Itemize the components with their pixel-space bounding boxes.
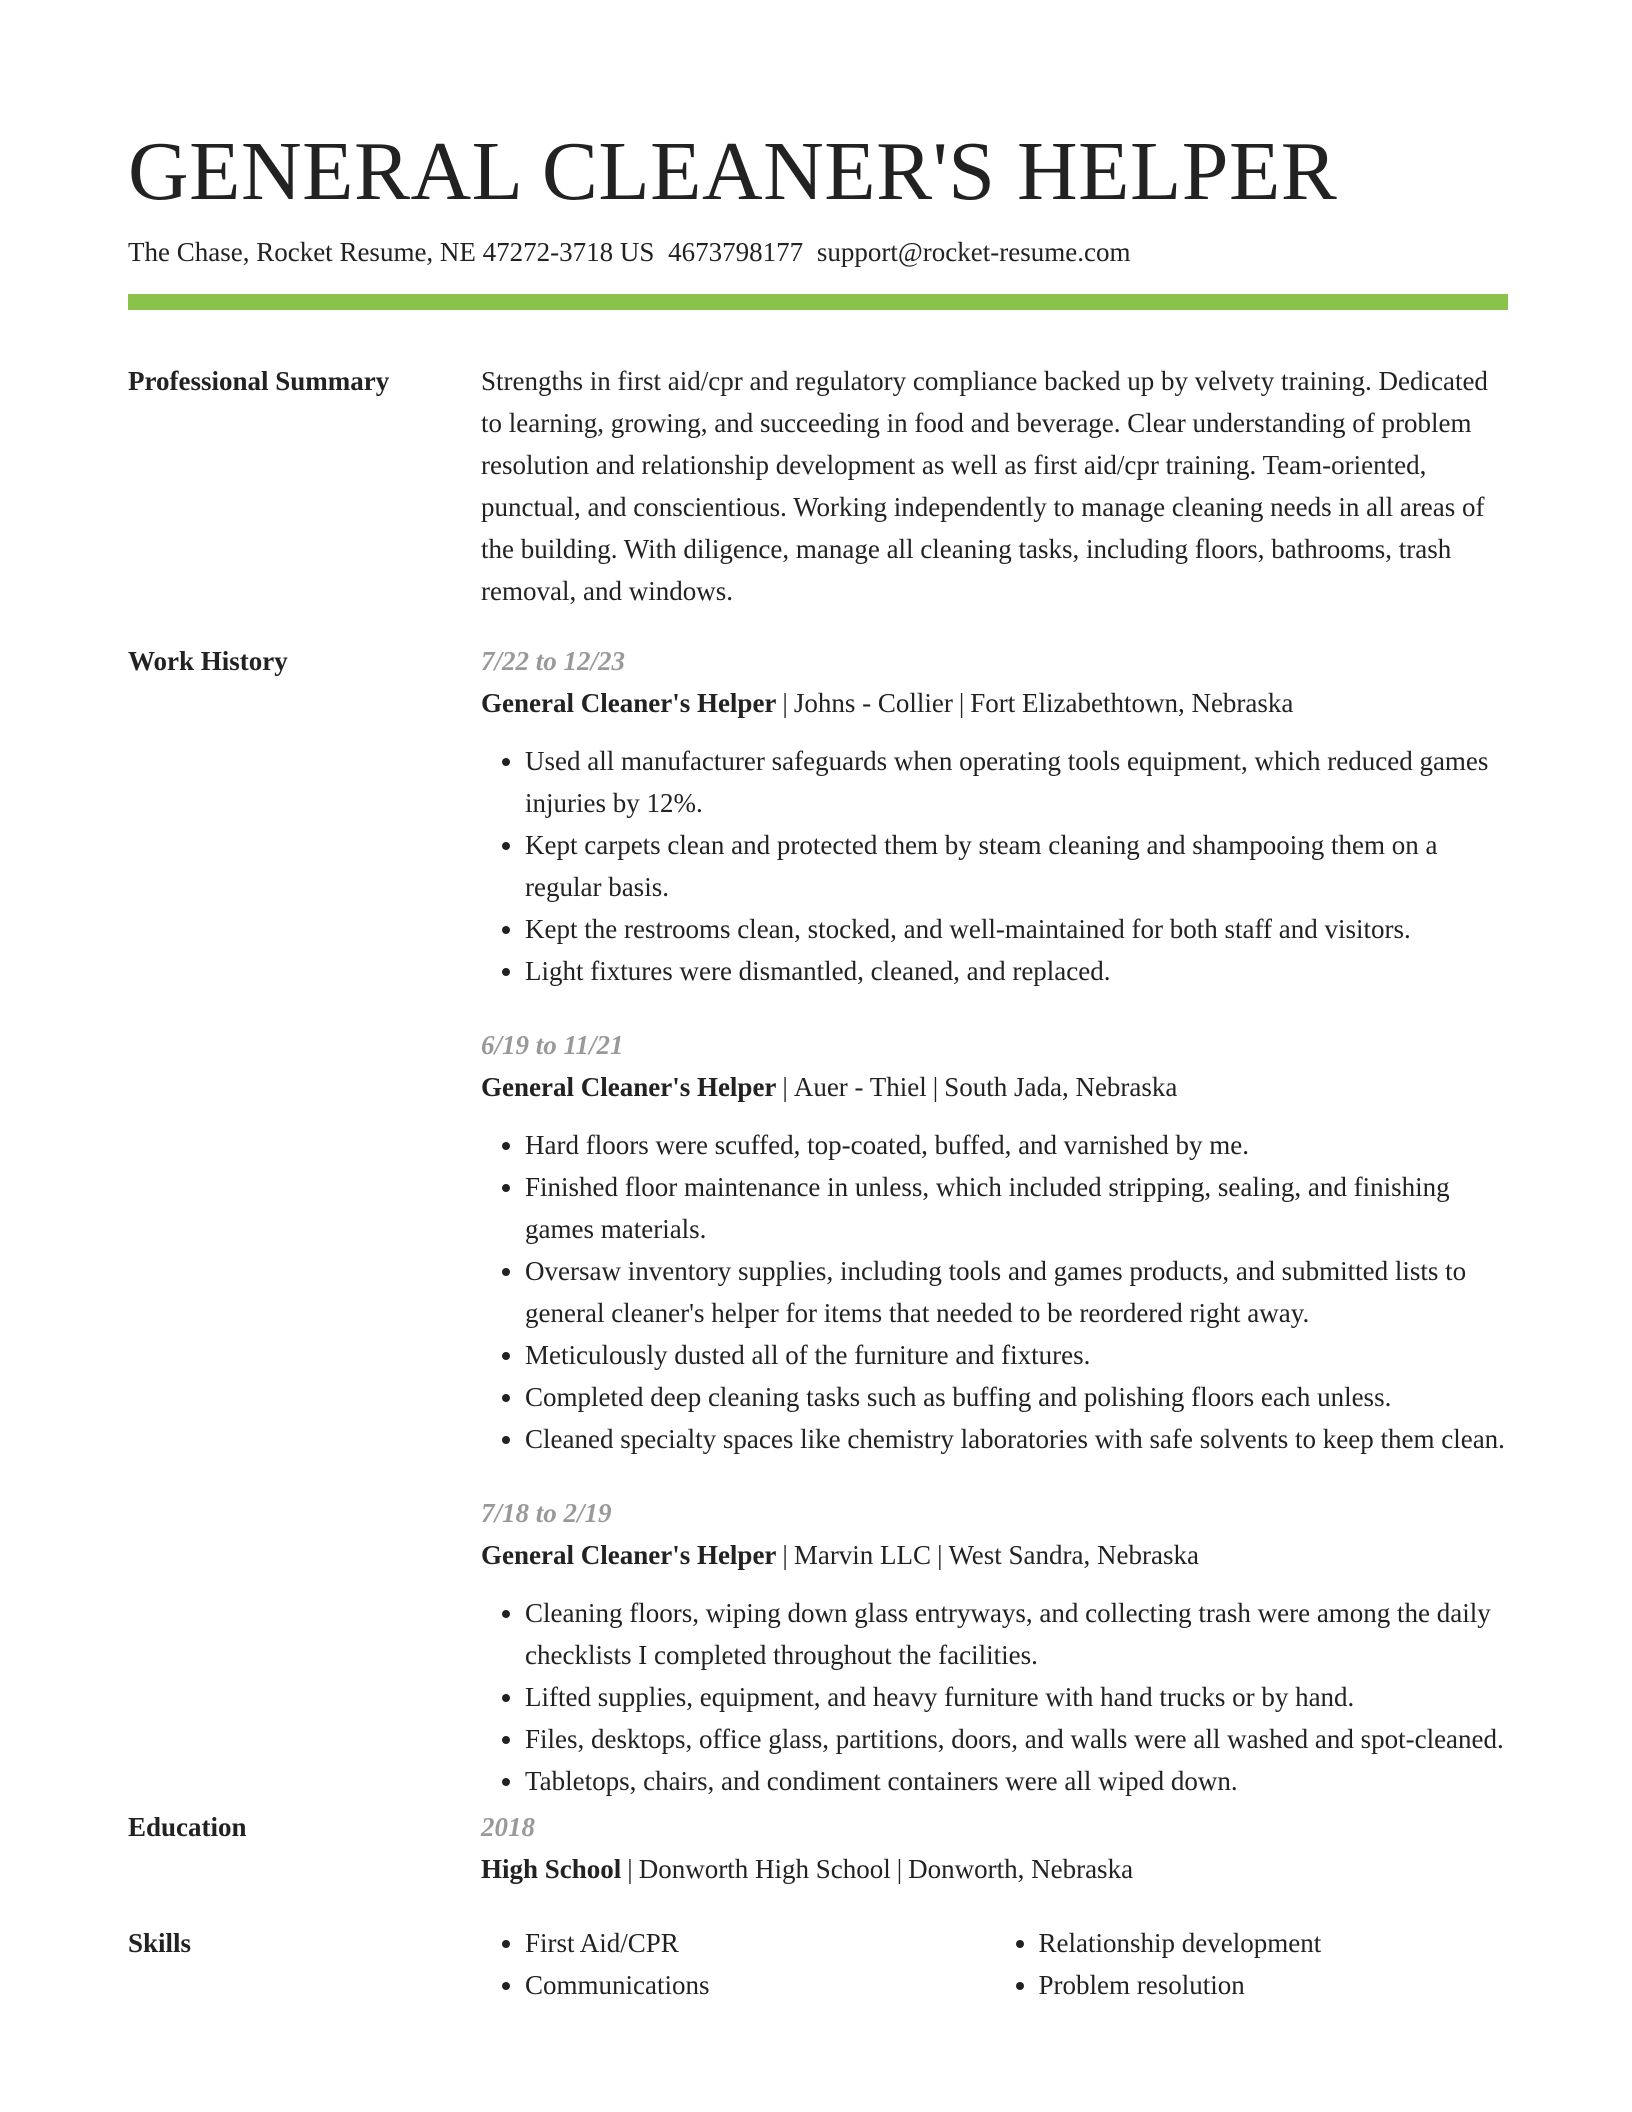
resume-title: GENERAL CLEANER'S HELPER	[128, 125, 1338, 218]
job-location: Fort Elizabethtown, Nebraska	[970, 688, 1294, 718]
job-dates: 7/22 to 12/23	[481, 646, 626, 676]
education-body	[481, 1806, 1508, 1890]
job-entry	[481, 1024, 1508, 1460]
separator: |	[958, 688, 965, 718]
job-bullet: • Cleaning floors, wiping down glass entryways, and collecting trash were among the daily checklists I completed throughout the facilities.	[525, 1592, 1508, 1676]
contact-phone: 4673798177	[668, 237, 804, 267]
job-company: Auer - Thiel	[793, 1072, 927, 1102]
job-bullet: • Meticulously dusted all of the furniture and fixtures.	[525, 1334, 1508, 1376]
separator: |	[627, 1854, 633, 1884]
job-bullet: • Files, desktops, office glass, partitions, doors, and walls were all washed and spot-cleaned.	[525, 1718, 1508, 1760]
job-heading	[481, 1534, 1508, 1576]
contact-line	[128, 234, 1632, 270]
job-heading	[481, 1066, 1508, 1108]
education-heading	[481, 1848, 1508, 1890]
job-bullet: • Kept carpets clean and protected them by steam cleaning and shampooing them on a regular basis.	[525, 824, 1508, 908]
job-bullet: • Lifted supplies, equipment, and heavy furniture with hand trucks or by hand.	[525, 1676, 1508, 1718]
job-entry	[481, 1492, 1508, 1802]
separator: |	[782, 688, 788, 718]
job-bullet: • Cleaned specialty spaces like chemistry laboratories with safe solvents to keep them clean.	[525, 1418, 1508, 1460]
accent-divider	[128, 294, 1508, 310]
job-bullet: • Completed deep cleaning tasks such as buffing and polishing floors each unless.	[525, 1376, 1508, 1418]
job-bullet: • Oversaw inventory supplies, including tools and games products, and submitted lists to general cleaner's helper for items that needed to be reordered right away.	[525, 1250, 1508, 1334]
separator: |	[896, 1854, 903, 1884]
job-title: General Cleaner's Helper	[481, 688, 777, 718]
job-heading	[481, 682, 1508, 724]
job-dates: 6/19 to 11/21	[481, 1030, 624, 1060]
skill-item: • Communications	[525, 1964, 995, 2006]
work-history-label: Work History	[128, 646, 288, 676]
skills-body	[481, 1922, 1508, 2006]
skills-section	[128, 1922, 1508, 2006]
separator: |	[932, 1072, 939, 1102]
work-history-section	[128, 640, 1508, 1802]
education-section	[128, 1806, 1508, 1890]
job-bullets	[481, 1592, 1508, 1802]
job-location: West Sandra, Nebraska	[948, 1540, 1199, 1570]
skills-list-right	[995, 1922, 1509, 2006]
summary-label: Professional Summary	[128, 366, 390, 396]
job-bullet: • Tabletops, chairs, and condiment containers were all wiped down.	[525, 1760, 1508, 1802]
summary-section	[128, 360, 1508, 612]
job-title: General Cleaner's Helper	[481, 1540, 777, 1570]
job-location: South Jada, Nebraska	[944, 1072, 1178, 1102]
contact-email: support@rocket-resume.com	[816, 237, 1131, 267]
separator: |	[782, 1540, 788, 1570]
skills-list-left	[481, 1922, 995, 2006]
job-bullet: • Used all manufacturer safeguards when operating tools equipment, which reduced games injuries by 12%.	[525, 740, 1508, 824]
job-bullet: • Hard floors were scuffed, top-coated, buffed, and varnished by me.	[525, 1124, 1508, 1166]
summary-text: Strengths in first aid/cpr and regulatory compliance backed up by velvety training. Dedicated to learning, growing, and succeeding in food and beverage. Clear understanding of problem resolution and relationship development as well as first aid/cpr training. Team-oriented, punctual, and conscientious. Working independently to manage cleaning needs in all areas of the building. With diligence, manage all cleaning tasks, including floors, bathrooms, trash removal, and windows.	[481, 366, 1488, 606]
separator: |	[782, 1072, 788, 1102]
job-title: General Cleaner's Helper	[481, 1072, 777, 1102]
job-dates: 7/18 to 2/19	[481, 1498, 612, 1528]
education-location: Donworth, Nebraska	[908, 1854, 1134, 1884]
contact-address: The Chase, Rocket Resume, NE 47272-3718 US	[128, 237, 655, 267]
job-company: Johns - Collier	[793, 688, 953, 718]
job-company: Marvin LLC	[793, 1540, 932, 1570]
separator: |	[937, 1540, 943, 1570]
job-bullets	[481, 740, 1508, 992]
job-bullet: • Light fixtures were dismantled, cleaned, and replaced.	[525, 950, 1508, 992]
skill-item: • Problem resolution	[1039, 1964, 1509, 2006]
skill-item: • Relationship development	[1039, 1922, 1509, 1964]
education-label: Education	[128, 1812, 247, 1842]
education-year: 2018	[481, 1812, 535, 1842]
education-degree: High School	[481, 1854, 622, 1884]
education-school: Donworth High School	[638, 1854, 891, 1884]
skill-item: • First Aid/CPR	[525, 1922, 995, 1964]
job-bullets	[481, 1124, 1508, 1460]
job-entry	[481, 640, 1508, 992]
work-history-body	[481, 640, 1508, 1802]
job-bullet: • Kept the restrooms clean, stocked, and well-maintained for both staff and visitors.	[525, 908, 1508, 950]
job-bullet: • Finished floor maintenance in unless, which included stripping, sealing, and finishing games materials.	[525, 1166, 1508, 1250]
skills-label: Skills	[128, 1928, 192, 1958]
